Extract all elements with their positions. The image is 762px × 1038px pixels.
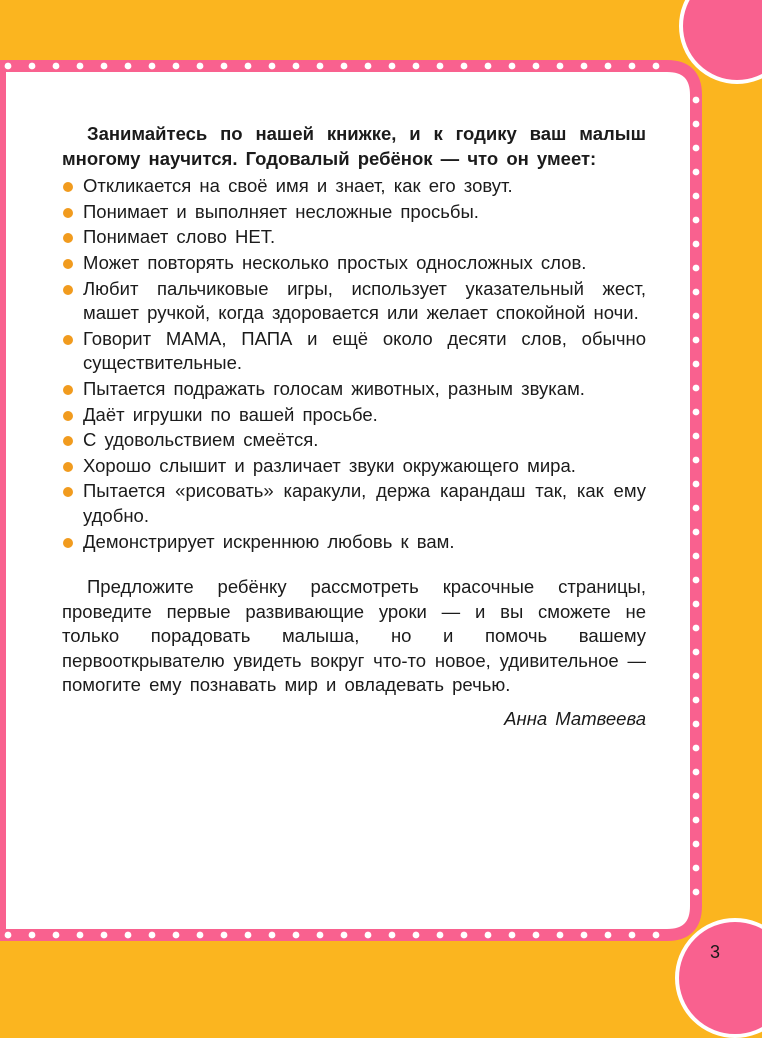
frame-dot xyxy=(693,145,700,152)
frame-dot xyxy=(341,63,348,70)
frame-dot xyxy=(5,932,12,939)
frame-dot xyxy=(197,63,204,70)
frame-dot xyxy=(693,625,700,632)
list-item xyxy=(62,225,646,250)
bullet-dot xyxy=(63,335,73,345)
frame-dot xyxy=(693,169,700,176)
frame-dot xyxy=(365,932,372,939)
frame-dot xyxy=(693,553,700,560)
frame-dot xyxy=(5,63,12,70)
list-item xyxy=(62,174,646,199)
closing-paragraph: Предложите ребёнку рассмотреть красочные страницы, проведите первые развивающие уроки — и вы сможете не только порадовать малыша, но и помочь вашему первооткрывателю увидеть вокруг что-то новое, удивительное — помогите ему познавать мир и овладевать речью. xyxy=(62,576,646,696)
frame-dot xyxy=(693,649,700,656)
frame-dot xyxy=(509,63,516,70)
list-item xyxy=(62,479,646,528)
frame-dot xyxy=(557,932,564,939)
bullet-dot xyxy=(63,436,73,446)
frame-dot xyxy=(29,932,36,939)
bullet-dot xyxy=(63,285,73,295)
frame-dot xyxy=(389,932,396,939)
frame-dot xyxy=(693,745,700,752)
frame-dot xyxy=(77,63,84,70)
frame-dot xyxy=(317,63,324,70)
intro-paragraph: Занимайтесь по нашей книжке, и к годику ваш малыш многому научится. Годовалый ребёнок — что он умеет: xyxy=(62,123,646,169)
frame-dot xyxy=(365,63,372,70)
frame-dot xyxy=(693,193,700,200)
bullet-dot xyxy=(63,208,73,218)
list-item-text: С удовольствием смеётся. xyxy=(83,429,319,451)
frame-dot xyxy=(693,433,700,440)
list-item xyxy=(62,251,646,276)
frame-dot xyxy=(437,932,444,939)
list-item-text: Понимает слово НЕТ. xyxy=(83,226,276,248)
frame-dot xyxy=(29,63,36,70)
frame-dot xyxy=(437,63,444,70)
frame-dot xyxy=(653,63,660,70)
frame-dot xyxy=(125,932,132,939)
frame-dot xyxy=(221,932,228,939)
list-item-text: Пытается «рисовать» каракули, держа карандаш так, как ему удобно. xyxy=(83,480,646,526)
list-item xyxy=(62,277,646,326)
frame-dot xyxy=(693,241,700,248)
list-item xyxy=(62,530,646,555)
list-item-text: Пытается подражать голосам животных, разным звукам. xyxy=(83,377,585,399)
frame-dot xyxy=(693,217,700,224)
frame-dot xyxy=(101,932,108,939)
frame-dot xyxy=(269,932,276,939)
list-item-text: Понимает и выполняет несложные просьбы. xyxy=(83,200,479,222)
frame-dot xyxy=(557,63,564,70)
list-item-text: Демонстрирует искреннюю любовь к вам. xyxy=(83,530,455,552)
frame-dot xyxy=(341,932,348,939)
frame-dot xyxy=(693,889,700,896)
bullet-dot xyxy=(63,385,73,395)
frame-dot xyxy=(693,337,700,344)
frame-dot xyxy=(101,63,108,70)
bullet-dot xyxy=(63,411,73,421)
frame-dot xyxy=(533,63,540,70)
frame-dot xyxy=(581,63,588,70)
frame-dot xyxy=(693,865,700,872)
bullet-dot xyxy=(63,259,73,269)
frame-dot xyxy=(245,63,252,70)
frame-dot xyxy=(53,63,60,70)
frame-dot xyxy=(77,932,84,939)
list-item-text: Даёт игрушки по вашей просьбе. xyxy=(83,403,378,425)
bullet-dot xyxy=(63,462,73,472)
frame-dot xyxy=(581,932,588,939)
frame-dot xyxy=(693,601,700,608)
frame-dot xyxy=(221,63,228,70)
frame-dot xyxy=(693,409,700,416)
frame-dot xyxy=(693,673,700,680)
frame-dot xyxy=(149,932,156,939)
frame-dot xyxy=(693,121,700,128)
frame-dot xyxy=(485,932,492,939)
frame-dot xyxy=(317,932,324,939)
bullet-dot xyxy=(63,233,73,243)
frame-dot xyxy=(53,932,60,939)
frame-dot xyxy=(533,932,540,939)
frame-dot xyxy=(293,63,300,70)
list-item xyxy=(62,200,646,225)
frame-dot xyxy=(605,63,612,70)
frame-dot xyxy=(461,932,468,939)
list-item xyxy=(62,377,646,402)
list-item-text: Хорошо слышит и различает звуки окружающего мира. xyxy=(83,454,576,476)
frame-dot xyxy=(653,932,660,939)
frame-dot xyxy=(149,63,156,70)
frame-dot xyxy=(693,697,700,704)
bullet-dot xyxy=(63,487,73,497)
author-signature: Анна Матвеева xyxy=(504,708,646,730)
list-item xyxy=(62,327,646,376)
list-item xyxy=(62,428,646,453)
frame-dot xyxy=(125,63,132,70)
frame-dot xyxy=(693,313,700,320)
frame-dot xyxy=(693,529,700,536)
frame-dot xyxy=(693,289,700,296)
frame-dot xyxy=(245,932,252,939)
frame-dot xyxy=(693,793,700,800)
frame-dot xyxy=(293,932,300,939)
frame-dot xyxy=(413,63,420,70)
frame-dot xyxy=(461,63,468,70)
frame-dot xyxy=(693,481,700,488)
bullet-dot xyxy=(63,538,73,548)
frame-dot xyxy=(173,63,180,70)
list-item-text: Говорит МАМА, ПАПА и ещё около десяти слов, обычно существительные. xyxy=(83,327,646,374)
page-number: 3 xyxy=(709,942,720,962)
frame-dot xyxy=(693,769,700,776)
skills-list xyxy=(62,174,646,554)
frame-dot xyxy=(413,932,420,939)
frame-dot xyxy=(605,932,612,939)
frame-dot xyxy=(693,457,700,464)
frame-dot xyxy=(269,63,276,70)
frame-dot xyxy=(389,63,396,70)
frame-dot xyxy=(693,361,700,368)
frame-dot xyxy=(693,385,700,392)
list-item-text: Может повторять несколько простых односложных слов. xyxy=(83,251,587,273)
frame-dot xyxy=(509,932,516,939)
bullet-dot xyxy=(63,182,73,192)
frame-dot xyxy=(629,63,636,70)
list-item xyxy=(62,454,646,479)
frame-dot xyxy=(629,932,636,939)
list-item-text: Откликается на своё имя и знает, как его зовут. xyxy=(83,175,513,197)
frame-dot xyxy=(693,817,700,824)
list-item-text: Любит пальчиковые игры, использует указательный жест, машет ручкой, когда здоровается или желает спокойной ночи. xyxy=(83,277,646,324)
frame-dot xyxy=(197,932,204,939)
frame-dot xyxy=(693,505,700,512)
frame-dot xyxy=(693,97,700,104)
frame-dot xyxy=(485,63,492,70)
page-content xyxy=(62,122,646,732)
list-item xyxy=(62,403,646,428)
frame-dot xyxy=(693,841,700,848)
frame-dot xyxy=(173,932,180,939)
frame-dot xyxy=(693,577,700,584)
frame-dot xyxy=(693,721,700,728)
frame-dot xyxy=(693,265,700,272)
